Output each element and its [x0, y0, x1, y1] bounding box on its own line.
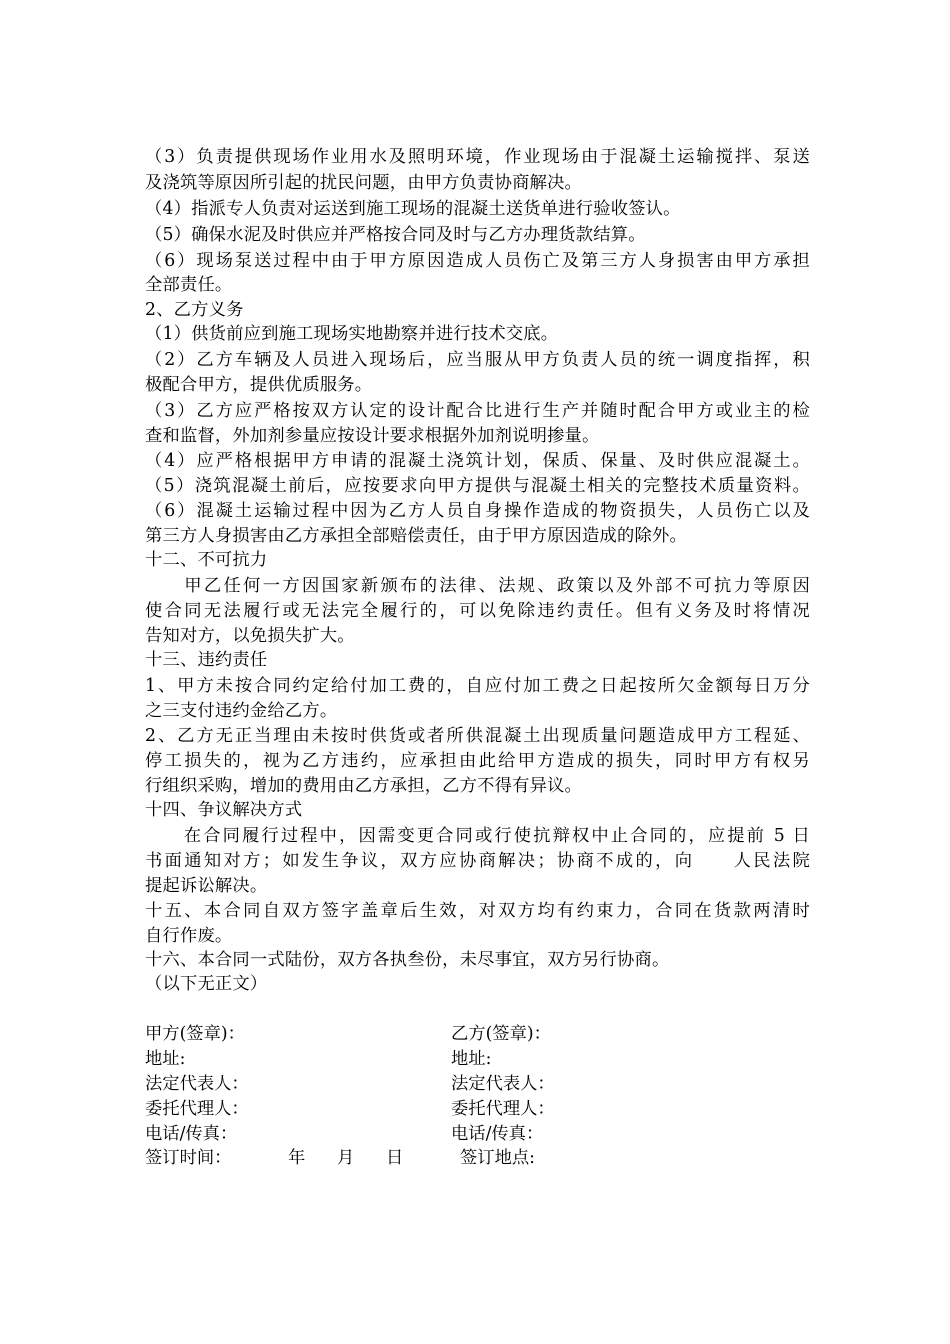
clause-line: 及浇筑等原因所引起的扰民问题，由甲方负责协商解决。: [145, 173, 583, 193]
clause-line: （3）乙方应严格按双方认定的设计配合比进行生产并随时配合甲方或业主的检: [145, 401, 810, 421]
clause-line: 使合同无法履行或无法完全履行的，可以免除违约责任。但有义务及时将情况: [145, 601, 810, 621]
party-b-address-label: 地址:: [451, 1049, 492, 1069]
party-b-legal-rep-label: 法定代表人：: [451, 1074, 555, 1094]
clause-line: 告知对方，以免损失扩大。: [145, 626, 355, 646]
party-a-agent-label: 委托代理人：: [145, 1099, 249, 1119]
party-b-agent-label: 委托代理人：: [451, 1099, 555, 1119]
clause-line: （5）浇筑混凝土前后，应按要求向甲方提供与混凝土相关的完整技术质量资料。: [145, 476, 810, 496]
clause-line: （6）混凝土运输过程中因为乙方人员自身操作造成的物资损失，人员伤亡以及: [145, 501, 810, 521]
date-day-label: 日: [386, 1148, 404, 1168]
clause-line: （4）应严格根据甲方申请的混凝土浇筑计划，保质、保量、及时供应混凝土。: [145, 451, 810, 471]
party-a-sign-time-label: 签订时间：: [145, 1148, 232, 1168]
clause-line: 行组织采购，增加的费用由乙方承担，乙方不得有异议。: [145, 776, 583, 796]
party-a-seal-label: 甲方(签章)：: [145, 1024, 245, 1044]
party-a-phone-label: 电话/传真：: [145, 1124, 238, 1144]
clause-line: 自行作废。: [145, 926, 233, 946]
date-month-label: 月: [337, 1148, 355, 1168]
clause-line: 停工损失的，视为乙方违约，应承担由此给甲方造成的损失，同时甲方有权另: [145, 751, 810, 771]
date-year-label: 年: [288, 1148, 306, 1168]
party-b-sign-place-label: 签订地点:: [460, 1148, 535, 1168]
clause-line: （4）指派专人负责对运送到施工现场的混凝土送货单进行验收签认。: [145, 199, 681, 219]
clause-line: 在合同履行过程中，因需变更合同或行使抗辩权中止合同的，应提前 5 日: [145, 826, 810, 846]
section-heading: 十三、违约责任: [145, 650, 268, 670]
clause-line: 之三支付违约金给乙方。: [145, 701, 338, 721]
clause-line: 十五、本合同自双方签字盖章后生效，对双方均有约束力，合同在货款两清时: [145, 901, 810, 921]
end-of-text-note: （以下无正文）: [145, 974, 268, 994]
section-heading: 2、乙方义务: [145, 300, 244, 320]
clause-line: 甲乙任何一方因国家新颁布的法律、法规、政策以及外部不可抗力等原因: [145, 576, 810, 596]
clause-line: （3）负责提供现场作业用水及照明环境，作业现场由于混凝土运输搅拌、泵送: [145, 147, 810, 167]
clause-line: （1）供货前应到施工现场实地勘察并进行技术交底。: [145, 324, 559, 344]
party-a-address-label: 地址:: [145, 1049, 186, 1069]
party-b-phone-label: 电话/传真：: [451, 1124, 544, 1144]
party-a-legal-rep-label: 法定代表人：: [145, 1074, 249, 1094]
section-heading: 十二、不可抗力: [145, 550, 268, 570]
party-b-seal-label: 乙方(签章)：: [451, 1024, 551, 1044]
clause-line: 第三方人身损害由乙方承担全部赔偿责任，由于甲方原因造成的除外。: [145, 526, 687, 546]
clause-line: （5）确保水泥及时供应并严格按合同及时与乙方办理货款结算。: [145, 225, 646, 245]
clause-line: 提起诉讼解决。: [145, 876, 268, 896]
clause-line: （6）现场泵送过程中由于甲方原因造成人员伤亡及第三方人身损害由甲方承担: [145, 251, 810, 271]
clause-line: 十六、本合同一式陆份，双方各执叁份，未尽事宜，双方另行协商。: [145, 950, 670, 970]
clause-line: 1、甲方未按合同约定给付加工费的，自应付加工费之日起按所欠金额每日万分: [145, 676, 810, 696]
clause-line: 书面通知对方；如发生争议，双方应协商解决；协商不成的，向 人民法院: [145, 851, 810, 871]
clause-line: 查和监督，外加剂参量应按设计要求根据外加剂说明掺量。: [145, 426, 600, 446]
clause-line: 2、乙方无正当理由未按时供货或者所供混凝土出现质量问题造成甲方工程延、: [145, 726, 810, 746]
clause-line: （2）乙方车辆及人员进入现场后，应当服从甲方负责人员的统一调度指挥，积: [145, 350, 810, 370]
clause-line: 极配合甲方，提供优质服务。: [145, 375, 373, 395]
section-heading: 十四、争议解决方式: [145, 800, 303, 820]
clause-line: 全部责任。: [145, 275, 233, 295]
